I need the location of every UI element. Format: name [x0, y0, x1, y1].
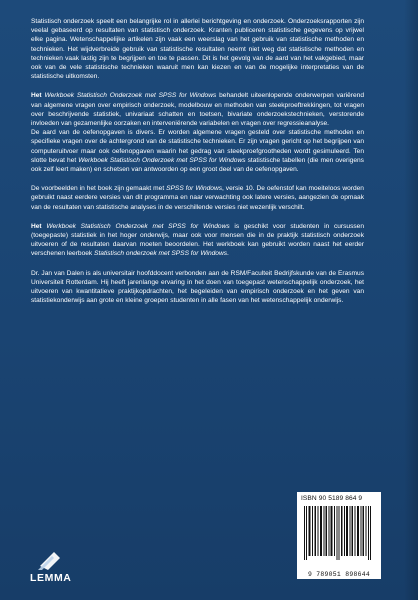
author-bio: Dr. Jan van Dalen is als universitair hoofddocent verbonden aan de RSM/Faculteit Bedrijfskunde van de Erasmus Universiteit Rotterdam. Hij heeft jarenlange ervaring in het doen van toegepast wetenschappelijk onderzoek, het uitvoeren van kwantitatieve praktijkopdrachten, het begeleiden van empirisch onderzoek en het geven van statistiekonderwijs aan grote en kleine groepen studenten in alle fasen van het wetenschappelijk onderwijs. — [31, 269, 364, 305]
spine-shadow — [404, 0, 418, 600]
contents-book-title: Werkboek Statistisch Onderzoek met SPSS for Windows — [44, 92, 217, 100]
audience-text-b: . — [227, 250, 229, 258]
contents-lead: Het — [31, 92, 45, 100]
barcode-number: 9 789051 898644 — [307, 571, 371, 578]
paragraph-spss-version — [31, 184, 364, 212]
blurb-text — [31, 17, 364, 315]
exercises-text-b: statistische tabellen (die men overigens ook zelf leert maken) en schetsen van antwoorden op een groot deel van de oefenopgaven. — [31, 156, 364, 174]
paragraph-contents — [31, 91, 364, 128]
paragraph-audience — [31, 222, 364, 259]
spss-name: SPSS for Windows — [166, 185, 223, 193]
isbn-label: ISBN 90 5189 864 9 — [301, 495, 363, 502]
exercises-text-a: De aard van de oefenopgaven is divers. Er worden algemene vragen gesteld over statistische methoden en specifieke vragen over de achtergrond van de statistische technieken. Er zijn vragen gericht op het begrijpen van computeruitvoer maar ook oefenopgaven waarin het gedrag van steekproefgrootheden wordt gesimuleerd. Ten slotte bevat het — [31, 129, 364, 164]
audience-lead: Het — [31, 222, 47, 230]
audience-text-a: is geschikt voor studenten in cursussen (toegepaste) statistiek in het hoger onderwijs, maar ook voor mensen die in de praktijk statistisch onderzoek uitvoeren of de resultaten daarvan moeten beoordelen. Het werkboek kan gebruikt worden naast het eerder verschenen leerboek — [31, 222, 364, 258]
isbn-barcode-box — [297, 492, 381, 579]
publisher-name: LEMMA — [30, 572, 72, 584]
exercises-book-title: Werkboek Statistisch Onderzoek met SPSS for Windows — [78, 156, 246, 164]
intro-text: Statistisch onderzoek speelt een belangrijke rol in allerlei berichtgeving en onderzoek. Onderzoeksrapporten zijn veelal gebaseerd op resultaten van statistisch onderzoek. Kranten publiceren statistische gegevens op vrijwel elke pagina. Wetenschappelijke artikelen zijn vaak een weerslag van het gebruik van statistische methoden en technieken. Het wijdverbreide gebruik van statistische resultaten neemt niet weg dat statistische methoden en technieken vaak lastig zijn te begrijpen en toe te passen. Dit is het gevolg van de aard van het vakgebied, maar ook van de vele statistische technieken waaruit men kan kiezen en van de mogelijke interpretaties van de statistische uitkomsten. — [31, 18, 364, 81]
spss-text-b: , versie 10. De oefenstof kan moeiteloos worden gebruikt naast eerdere versies van dit programma en naar verwachting ook latere versies, aangezien de opmaak van de resultaten van statistische analyses in de verschillende versies niet wezenlijk verschilt. — [31, 185, 364, 211]
paragraph-author — [31, 269, 364, 306]
audience-book-title: Werkboek Statistisch Onderzoek met SPSS for Windows — [46, 222, 230, 230]
contents-body: behandelt uiteenlopende onderwerpen variërend van algemene vragen over empirisch onderzoek, modelbouw en methoden van steekproeftrekkingen, tot vragen over beschrijvende statistiek, univariaat schatten en toetsen, bivariate onderzoekstechnieken, verstorende invloeden van gezamenlijke oorzaken en interveniërende variabelen en vragen over regressieanalyse. — [31, 92, 364, 128]
paragraph-intro — [31, 17, 364, 81]
audience-textbook-title: Statistisch onderzoek met SPSS for Windows — [94, 250, 228, 258]
spss-text-a: De voorbeelden in het boek zijn gemaakt met — [31, 185, 167, 193]
paragraph-exercises — [31, 128, 364, 174]
barcode-icon — [302, 506, 376, 568]
